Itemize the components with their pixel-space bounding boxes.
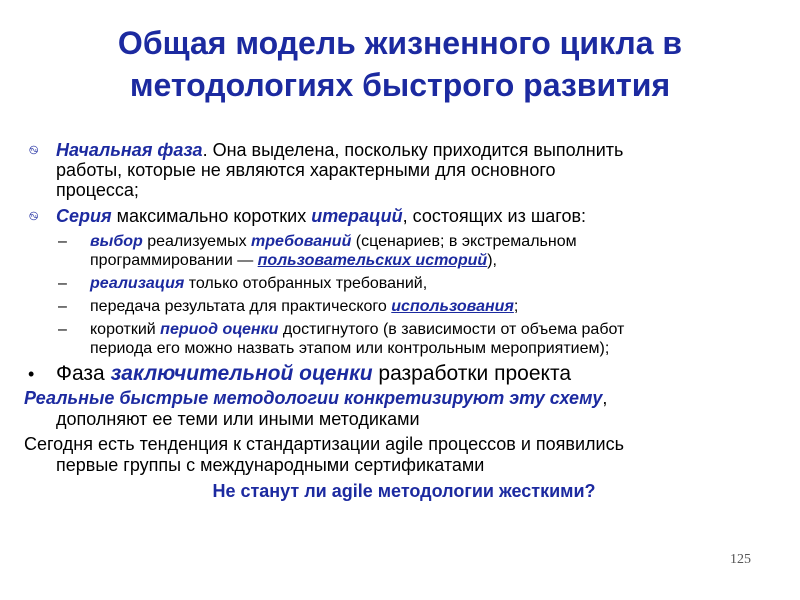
title-line-1: Общая модель жизненного цикла в xyxy=(117,25,683,61)
swirl-bullet-icon: ࿊ xyxy=(29,209,39,223)
paragraph-standardization: Сегодня есть тенденция к стандартизации agile процессов и появились первые группы с международными сертификатами xyxy=(24,434,624,475)
dash-bullet-icon: – xyxy=(58,321,67,338)
bullet-initial-phase: ࿊ Начальная фаза. Она выделена, поскольку приходится выполнить работы, которые не являются характерными для основного процесса; xyxy=(29,140,624,200)
dash-bullet-icon: – xyxy=(58,275,67,292)
subbullet-delivery: – передача результата для практического использования; xyxy=(58,298,519,315)
page-number: 125 xyxy=(730,552,751,567)
subbullet-implementation: – реализация только отобранных требований, xyxy=(58,275,428,292)
dash-bullet-icon: – xyxy=(58,298,67,315)
dot-bullet-icon: • xyxy=(28,364,35,384)
dash-bullet-icon: – xyxy=(58,233,67,250)
slide-title xyxy=(0,22,800,106)
closing-question: Не станут ли agile методологии жесткими? xyxy=(212,481,596,501)
title-line-2: методологиях быстрого развития xyxy=(129,67,671,103)
subbullet-evaluation: – короткий период оценки достигнутого (в зависимости от объема работ периода его можно назвать этапом или контрольным мероприятием); xyxy=(58,321,625,357)
bullet-final-phase: • Фаза заключительной оценки разработки проекта xyxy=(28,362,572,385)
paragraph-real-methodologies: Реальные быстрые методологии конкретизируют эту схему, дополняют ее теми или иными методиками xyxy=(24,388,608,429)
subbullet-selection: – выбор реализуемых требований (сценариев; в экстремальном программировании — пользовательских историй), xyxy=(58,233,577,269)
bullet-iterations: ࿊ Серия максимально коротких итераций, состоящих из шагов: xyxy=(29,206,587,226)
slide-content xyxy=(24,140,784,502)
swirl-bullet-icon: ࿊ xyxy=(29,143,39,157)
